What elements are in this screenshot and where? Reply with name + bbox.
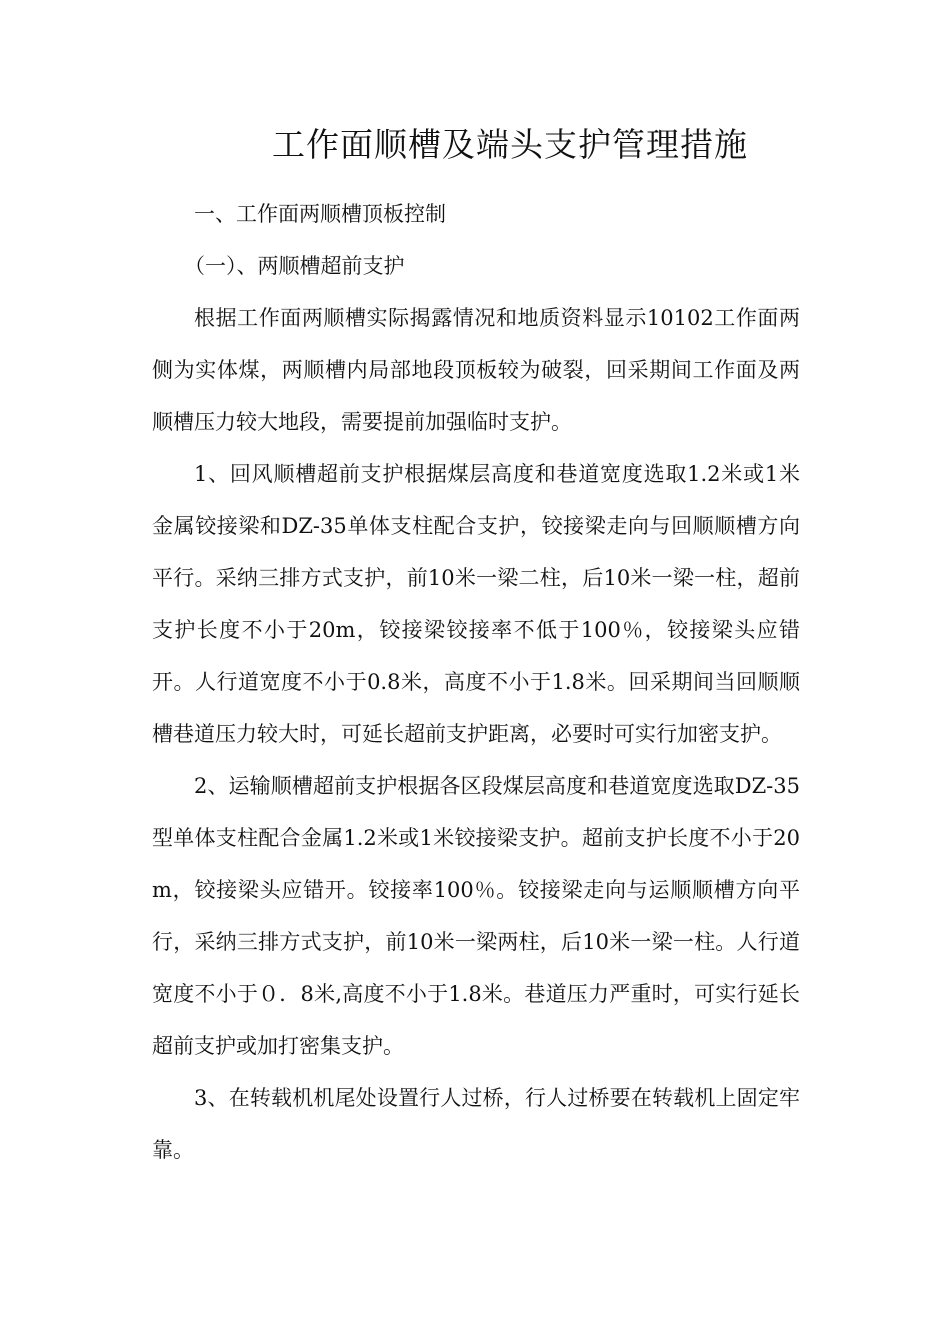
- intro-paragraph: 根据工作面两顺槽实际揭露情况和地质资料显示10102工作面两侧为实体煤，两顺槽内局部地段顶板较为破裂，回采期间工作面及两顺槽压力较大地段，需要提前加强临时支护。: [152, 306, 800, 434]
- item-1-paragraph: 1、回风顺槽超前支护根据煤层高度和巷道宽度选取1.2米或1米金属铰接梁和DZ-35单体支柱配合支护，铰接梁走向与回顺顺槽方向平行。采纳三排方式支护，前10米一梁二柱，后10米一梁一柱，超前支护长度不小于20m，铰接梁铰接率不低于100％，铰接梁头应错开。人行道宽度不小于0.8米，高度不小于1.8米。回采期间当回顺顺槽巷道压力较大时，可延长超前支护距离，必要时可实行加密支护。: [152, 462, 800, 746]
- item-3-paragraph: 3、在转载机机尾处设置行人过桥，行人过桥要在转载机上固定牢靠。: [152, 1086, 800, 1162]
- document-title: 工作面顺槽及端头支护管理措施: [272, 125, 748, 164]
- item-2-paragraph: 2、运输顺槽超前支护根据各区段煤层高度和巷道宽度选取DZ-35型单体支柱配合金属1.2米或1米铰接梁支护。超前支护长度不小于20m，铰接梁头应错开。铰接率100％。铰接梁走向与运顺顺槽方向平行，采纳三排方式支护，前10米一梁两柱，后10米一梁一柱。人行道宽度不小于０．8米,高度不小于1.8米。巷道压力严重时，可实行延长超前支护或加打密集支护。: [152, 774, 800, 1058]
- subsection-heading: （一）、两顺槽超前支护: [184, 254, 405, 278]
- section-heading: 一、工作面两顺槽顶板控制: [194, 202, 446, 226]
- document-body: [152, 188, 800, 1176]
